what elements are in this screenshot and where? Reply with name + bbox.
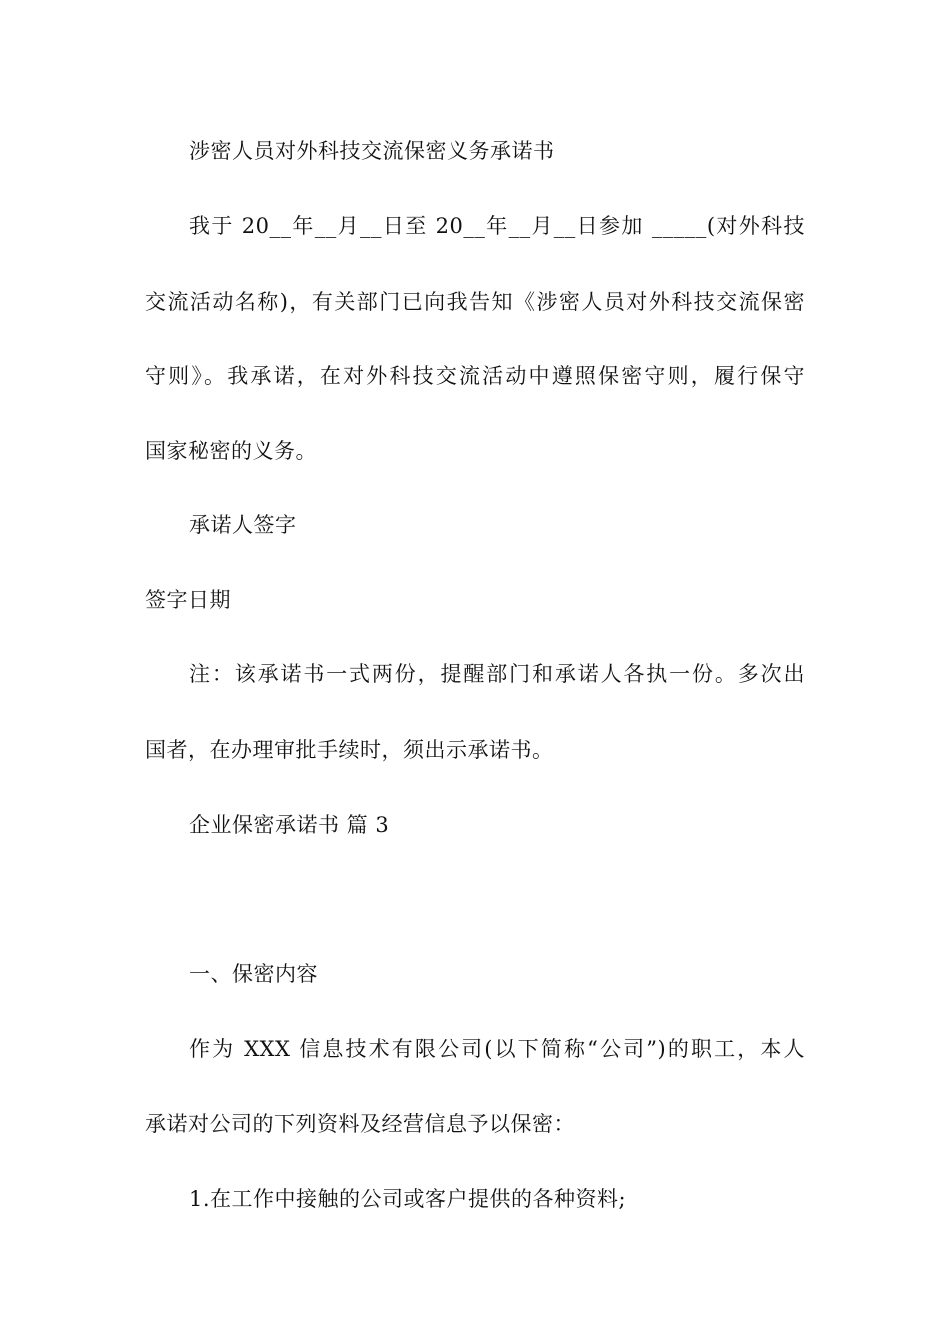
paragraph-line: 交流活动名称)，有关部门已向我告知《涉密人员对外科技交流保密: [145, 290, 805, 314]
paragraph-line: 国家秘密的义务。: [145, 439, 317, 463]
subsection-heading: 一、保密内容: [189, 962, 318, 986]
paragraph-line: 守则》。我承诺，在对外科技交流活动中遵照保密守则，履行保守: [145, 364, 805, 388]
signature-date-label: 签字日期: [145, 588, 231, 612]
list-item: 1.在工作中接触的公司或客户提供的各种资料;: [189, 1187, 627, 1211]
paragraph-line: 我于 20__年__月__日至 20__年__月__日参加 _____(对外科技: [189, 214, 805, 238]
paragraph-line: 作为 XXX 信息技术有限公司(以下简称“公司”)的职工，本人: [189, 1037, 805, 1061]
note-line: 注：该承诺书一式两份，提醒部门和承诺人各执一份。多次出: [189, 662, 805, 686]
signature-label: 承诺人签字: [189, 513, 297, 537]
paragraph-line: 承诺对公司的下列资料及经营信息予以保密：: [145, 1112, 575, 1136]
note-line: 国者，在办理审批手续时，须出示承诺书。: [145, 738, 554, 762]
document-title: 涉密人员对外科技交流保密义务承诺书: [189, 139, 555, 163]
section-heading: 企业保密承诺书 篇 3: [189, 813, 390, 837]
